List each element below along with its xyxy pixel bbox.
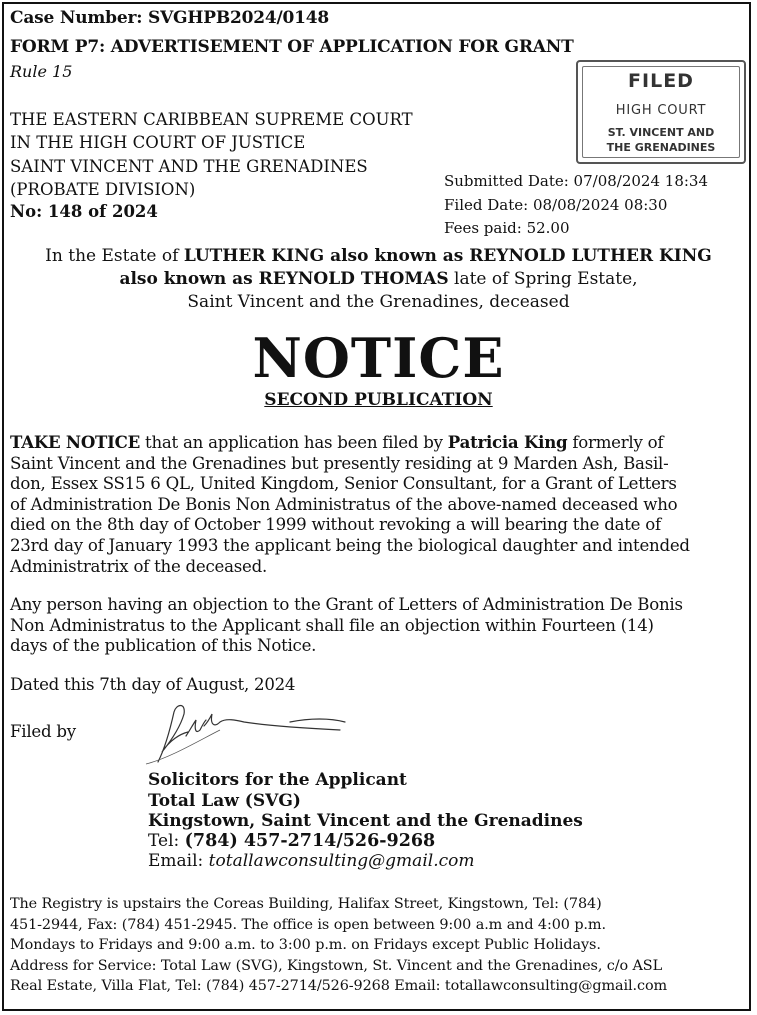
dated-line: Dated this 7th day of August, 2024 <box>10 675 296 694</box>
solicitor-role: Solicitors for the Applicant <box>148 770 407 790</box>
filed-date: Filed Date: 08/08/2024 08:30 <box>444 196 668 214</box>
case-number: Case Number: SVGHPB2024/0148 <box>10 8 330 28</box>
notice-paragraph-1: TAKE NOTICE that an application has been filed by Patricia King formerly of Saint Vincent and the Grenadines but presently residing at 9 Marden Ash, Basil- don, Essex SS15 6 QL, United Kingdom, Senior Consultant, for a Grant of Letters of Administration De Bonis Non Administratus of the above-named deceased who died on the 8th day of October 1999 without revoking a will bearing the date of 23rd day of January 1993 the applicant being the biological daughter and intended Administratrix of the deceased. <box>10 432 690 576</box>
submitted-date: Submitted Date: 07/08/2024 18:34 <box>444 172 709 190</box>
deceased-name: LUTHER KING also known as REYNOLD LUTHER KING <box>183 246 712 266</box>
case-no: No: 148 of 2024 <box>10 202 158 221</box>
publication-label: SECOND PUBLICATION <box>264 390 493 410</box>
estate-line-1: In the Estate of LUTHER KING also known as REYNOLD LUTHER KING <box>45 246 712 266</box>
estate-line-2: also known as REYNOLD THOMAS late of Spring Estate, <box>119 269 638 289</box>
filed-by-label: Filed by <box>10 722 76 741</box>
solicitor-email: Email: totallawconsulting@gmail.com <box>148 851 475 871</box>
stamp-place-2: THE GRENADINES <box>606 141 716 154</box>
court-line-1: THE EASTERN CARIBBEAN SUPREME COURT <box>10 110 413 129</box>
signature <box>140 700 370 770</box>
stamp-filed: FILED <box>628 70 694 92</box>
notice-title: NOTICE <box>252 326 505 390</box>
notice-paragraph-2: Any person having an objection to the Grant of Letters of Administration De Bonis Non Administratus to the Applicant shall file an objection within Fourteen (14) days of the publication of this Notice. <box>10 595 683 656</box>
stamp-court: HIGH COURT <box>615 103 707 118</box>
solicitor-firm: Total Law (SVG) <box>148 791 301 811</box>
solicitor-location: Kingstown, Saint Vincent and the Grenadines <box>148 811 583 831</box>
fees-paid: Fees paid: 52.00 <box>444 219 570 237</box>
registry-footer: The Registry is upstairs the Coreas Building, Halifax Street, Kingstown, Tel: (784) 451-2944, Fax: (784) 451-2945. The office is open between 9:00 a.m and 4:00 p.m. Mondays to Fridays and 9:00 a.m. to 3:00 p.m. on Fridays except Public Holidays. Address for Service: Total Law (SVG), Kingstown, St. Vincent and the Grenadines, c/o ASL Real Estate, Villa Flat, Tel: (784) 457-2714/526-9268 Email: totallawconsulting@gmail.com <box>10 896 668 995</box>
court-line-4: (PROBATE DIVISION) <box>10 180 196 199</box>
solicitor-tel: Tel: (784) 457-2714/526-9268 <box>148 831 436 851</box>
deceased-alias: also known as REYNOLD THOMAS <box>119 269 449 289</box>
filed-stamp <box>576 60 746 164</box>
rule-reference: Rule 15 <box>10 62 73 81</box>
applicant-name: Patricia King <box>447 432 568 452</box>
form-title: FORM P7: ADVERTISEMENT OF APPLICATION FOR GRANT <box>10 37 574 57</box>
stamp-place-1: ST. VINCENT AND <box>607 126 715 139</box>
court-line-3: SAINT VINCENT AND THE GRENADINES <box>10 157 368 176</box>
estate-line-3: Saint Vincent and the Grenadines, deceased <box>187 292 570 312</box>
court-line-2: IN THE HIGH COURT OF JUSTICE <box>10 133 306 152</box>
